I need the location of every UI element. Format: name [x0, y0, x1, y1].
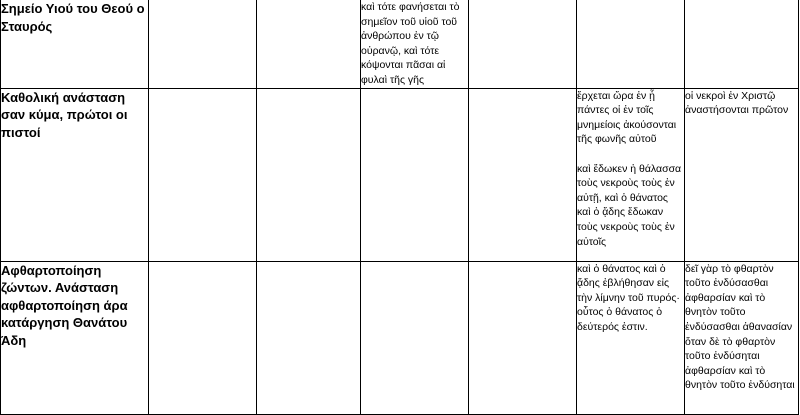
table-cell [257, 261, 361, 414]
table-cell [149, 0, 257, 88]
table-cell: οἱ νεκροὶ ἐν Χριστῷ ἀναστήσονται πρῶτον [685, 88, 799, 261]
table-cell [577, 0, 685, 88]
row-label-general-resurrection: Καθολική ανάσταση σαν κύμα, πρώτοι οι πιστοί [1, 88, 149, 261]
table-cell [149, 261, 257, 414]
table-row [1, 88, 799, 261]
cell-paragraph: ἔρχεται ὥρα ἐν ᾗ πάντες οἱ ἐν τοῖς μνημείοις ἀκούσονται τῆς φωνῆς αὐτοῦ [577, 89, 677, 146]
table-cell [257, 0, 361, 88]
table-cell [361, 88, 469, 261]
table-cell: καὶ ὁ θάνατος καὶ ὁ ᾅδης ἐβλήθησαν εἰς τὴν λίμνην τοῦ πυρός· οὗτος ὁ θάνατος ὁ δεύτερός ἐστιν. [577, 261, 685, 414]
table-row [1, 0, 799, 88]
cell-paragraph: καὶ ἔδωκεν ἡ θάλασσα τοὺς νεκροὺς τοὺς ἐν αὐτῇ, καὶ ὁ θάνατος καὶ ὁ ᾅδης ἔδωκαν τοὺς νεκροὺς τοὺς ἐν αὐτοῖς [577, 162, 682, 248]
row-label-incorruption: Αφθαρτοποίηση ζώντων. Ανάσταση αφθαρτοποίηση άρα κατάργηση Θανάτου Άδη [1, 261, 149, 414]
table-cell [469, 0, 577, 88]
table-cell [469, 261, 577, 414]
table-cell [257, 88, 361, 261]
table-cell [149, 88, 257, 261]
table-cell [577, 88, 685, 261]
table-cell [469, 88, 577, 261]
table-row [1, 261, 799, 414]
row-label-sign-of-son: Σημείο Υιού του Θεού ο Σταυρός [1, 0, 149, 88]
table-cell [685, 0, 799, 88]
table-cell: καὶ τότε φανήσεται τὸ σημεῖον τοῦ υἱοῦ τοῦ ἀνθρώπου ἐν τῷ οὐρανῷ, καὶ τότε κόψονται πᾶσαι αἱ φυλαὶ τῆς γῆς [361, 0, 469, 88]
table-cell [361, 261, 469, 414]
table-cell: δεῖ γὰρ τὸ φθαρτὸν τοῦτο ἐνδύσασθαι ἀφθαρσίαν καὶ τὸ θνητὸν τοῦτο ἐνδύσασθαι ἀθανασίαν ὅταν δὲ τὸ φθαρτὸν τοῦτο ἐνδύσηται ἀφθαρσίαν καὶ τὸ θνητὸν τοῦτο ἐνδύσηται [685, 261, 799, 414]
